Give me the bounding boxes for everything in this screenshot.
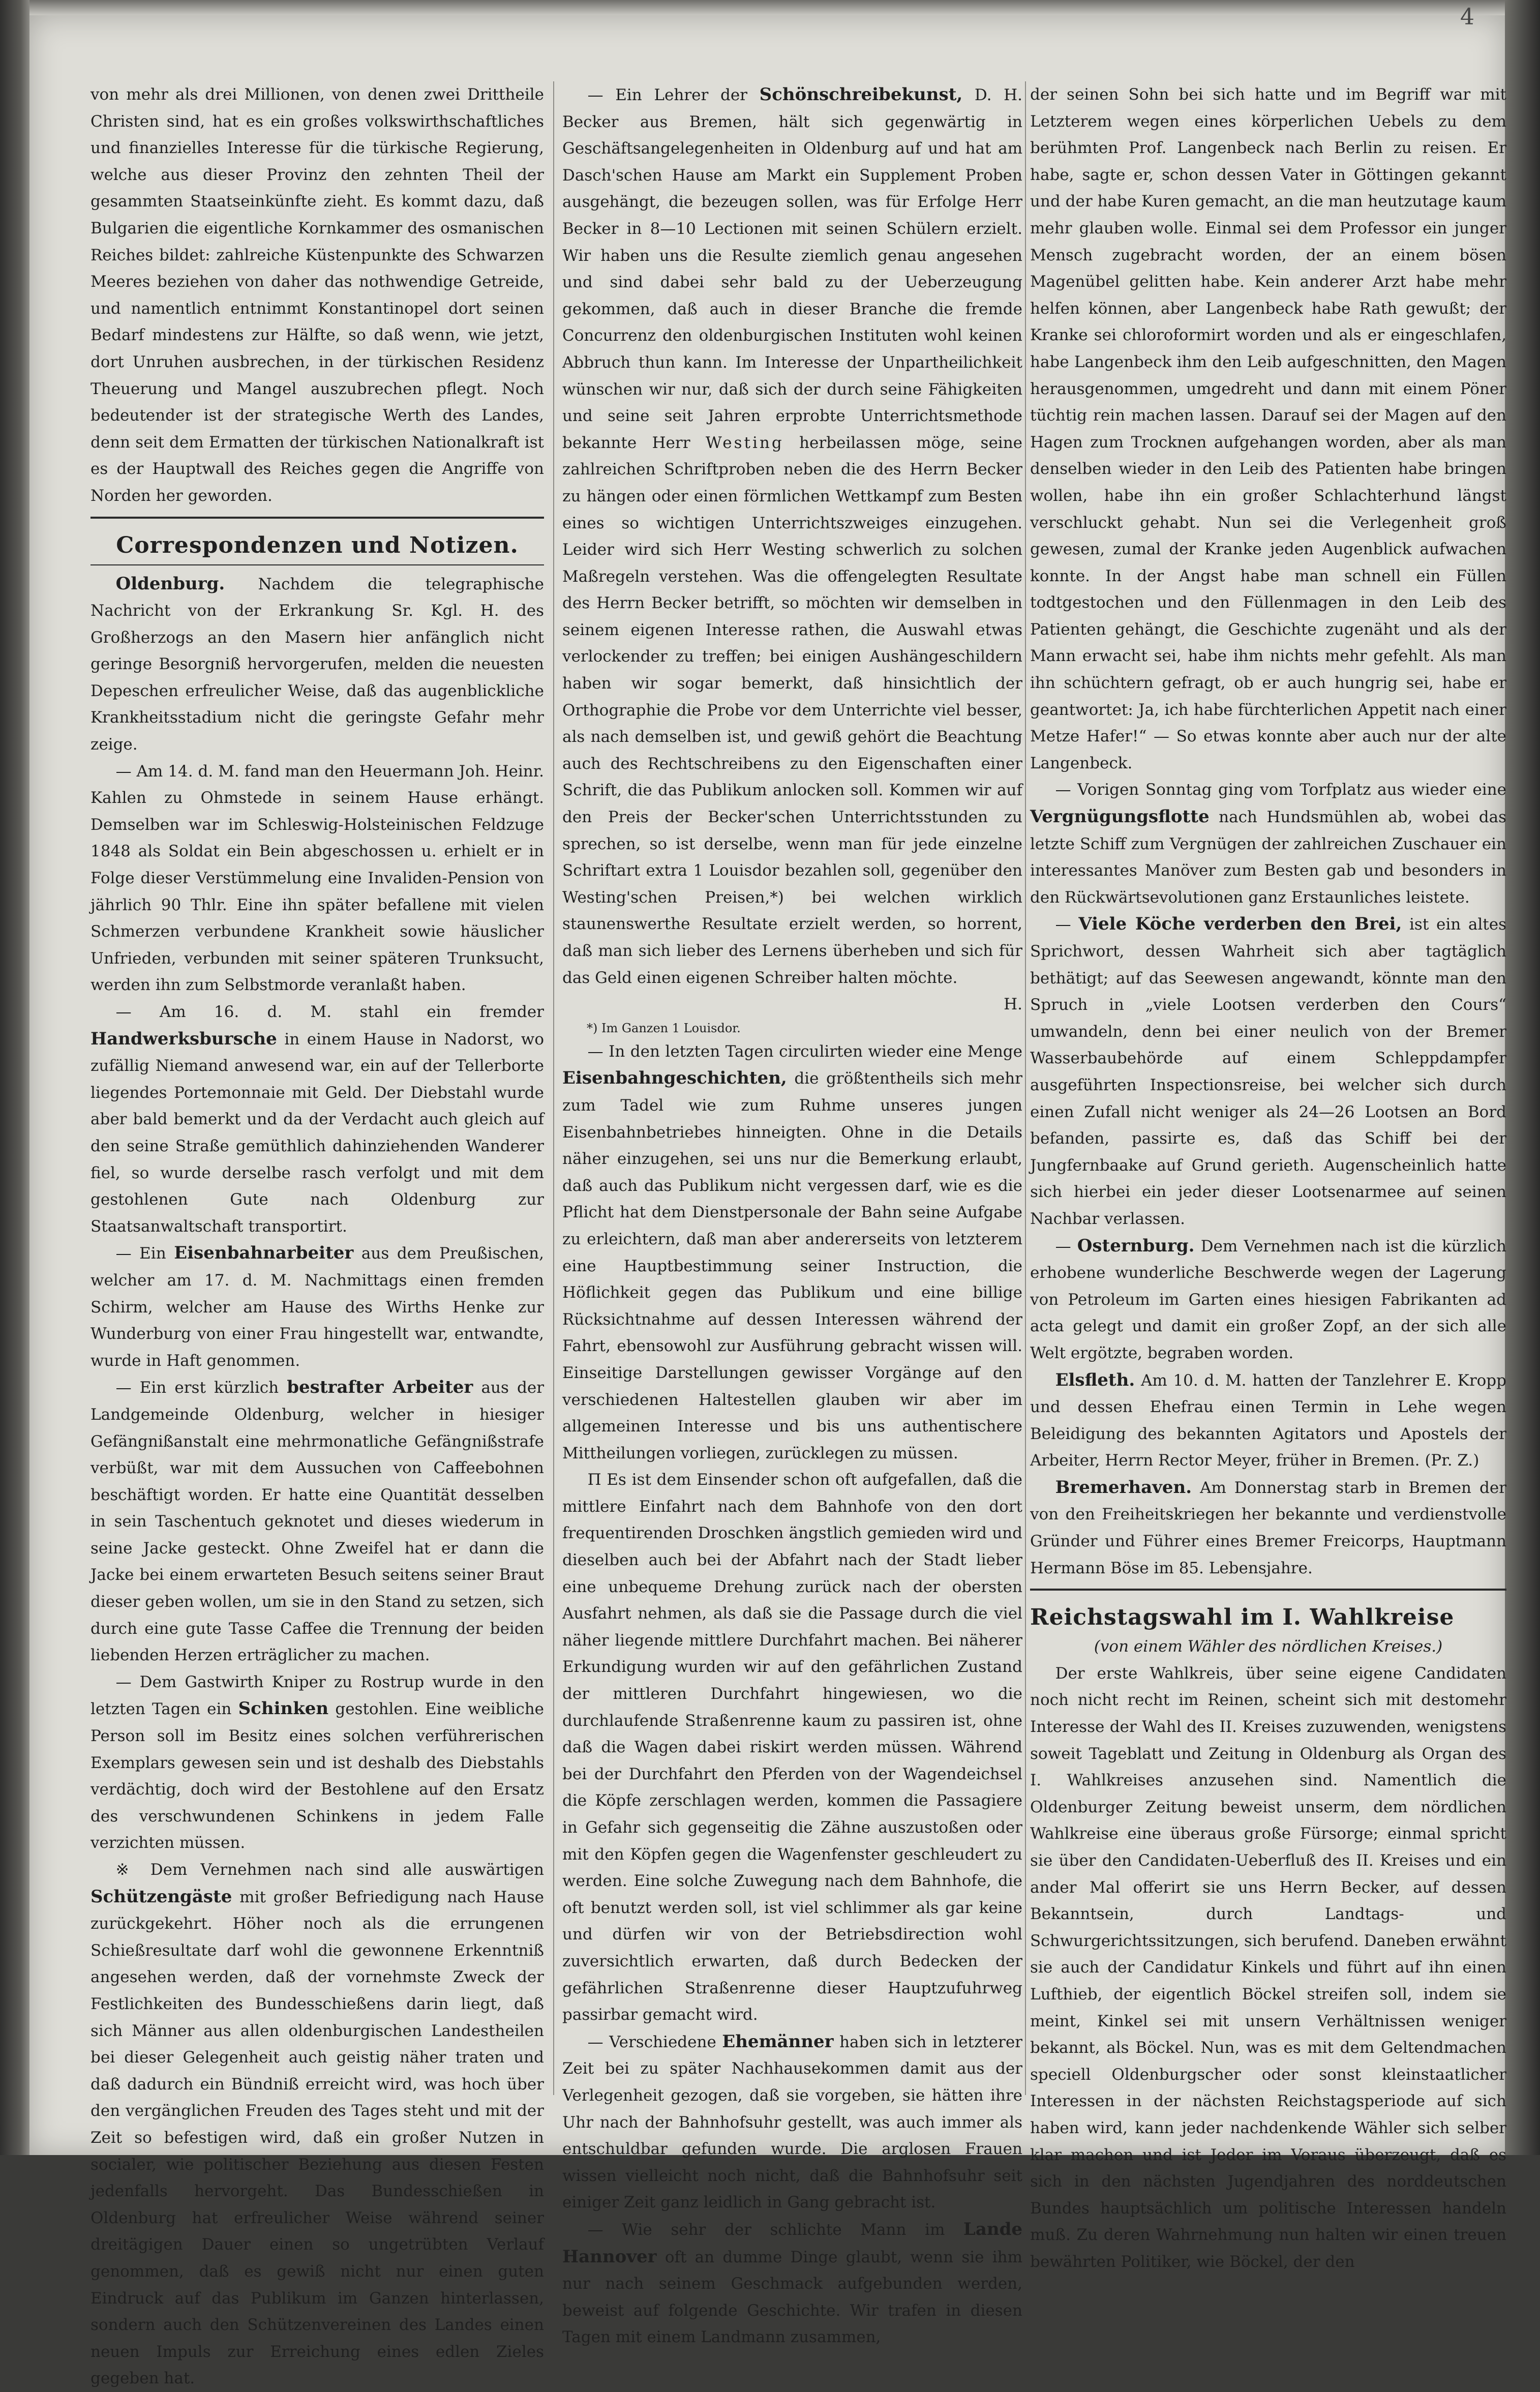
source-note: (Pr. Z.) — [1425, 1451, 1479, 1470]
notice-text: oft an dumme Dinge glaubt, wenn sie ihm nur nach seinem Geschmack aufgebunden werden, beweist auf folgende Geschichte. Wir trafen in diesen Tagen mit einem Landmann zusammen, — [562, 2248, 1023, 2347]
notice-text: Dem Vernehmen nach ist die kürzlich erhobene wunderliche Beschwerde wegen der Lagerung von Petroleum im Garten eines hiesigen Fabrikanten ad acta gelegt und damit ein großer Zopf, an der sich alle Welt ergötzte, begraben worden. — [1030, 1237, 1506, 1362]
keyword: Eisenbahngeschichten, — [562, 1068, 787, 1089]
notice-text: — — [1055, 1237, 1071, 1255]
notice-bremerhaven — [1030, 1474, 1506, 1581]
section-heading-reichstag: Reichstagswahl im I. Wahlkreise — [1030, 1604, 1455, 1631]
article-reichstag-election: Der erste Wahlkreis, über seine eigene Candidaten noch nicht recht im Reinen, scheint sich mit destomehr Interesse der Wahl des II. Kreises zuzuwenden, wenigstens soweit Tageblatt und Zeitung in Oldenburg als Organ des I. Wahlkreises anzusehen sind. Namentlich die Oldenburger Zeitung beweist unserm, dem nördlichen Wahlkreise eine überaus große Fürsorge; einmal spricht sie über den Candidaten-Ueberfluß des II. Kreises und ein ander Mal offerirt sie uns Herrn Becker, auf dessen Bekanntsein, durch Landtags- und Schwurgerichtssitzungen, sich berufend. Daneben erwähnt sie auch der Candidatur Kinkels und führt auf ihn einen Lufthieb, der eigentlich Böckel streifen soll, indem sie meint, Kinkel sei mit unsern Verhältnissen weniger bekannt, als Böckel. Nun, was es mit dem Geltendmachen speciell Oldenburgscher oder sonst kleinstaatlicher Interessen in der nächsten Reichstagsperiode auf sich haben wird, kann jeder nachdenkende Wähler sich selber klar machen und ist Jeder im Voraus überzeugt, daß es sich in den nächsten Jugendjahren des norddeutschen Bundes hauptsächlich um politische Interessen handeln muß. Zu deren Wahrnehmung nun halten wir einen treuen bewährten Politiker, wie Böckel, der den — [1030, 1664, 1506, 2271]
section-rule — [90, 517, 544, 519]
notice-text: in einem Hause in Nadorst, wo zufällig Niemand anwesend war, ein auf der Tellerborte liegendes Portemonnaie mit Geld. Der Diebstahl wurde aber bald bemerkt und da der Verdacht auch gleich auf den seine Straße gemüthlich dahinziehenden Wanderer fiel, so wurde derselbe rasch verfolgt und mit dem gestohlenen Gute nach Oldenburg zur Staatsanwaltschaft transportirt. — [90, 1030, 544, 1236]
notice-text: — Ein Lehrer der — [587, 86, 747, 104]
notice-text: aus der Landgemeinde Oldenburg, welcher in hiesiger Gefängnißanstalt eine mehrmonatliche Gefängnißstrafe verbüßt, war mit dem Aussuchen von Caffeebohnen beschäftigt worden. Er hatte eine Quantität desselben in sein Taschentuch geknotet und dieses wiederum in seine Jacke gesteckt. Ohne Zweifel hat er dann die Jacke bei einem erwarteten Besuch seitens seiner Braut dieser geben wollen, um sie in den Stand zu setzen, sich durch eine gute Tasse Caffee die Trennung der beiden liebenden Herzen erträglicher zu machen. — [90, 1379, 545, 1665]
notice-text: D. H. Becker aus Bremen, hält sich gegenwärtig in Geschäftsangelegenheiten in Oldenburg auf und hat am Dasch'schen Hause am Markt ein Supplement Proben ausgehängt, die bezeugen sollen, was für Erfolge Herr Becker in 8—10 Lectionen mit seinen Schülern erzielt. Wir haben uns die Resulte ziemlich genau angesehen und sind dabei sehr bald zu der Ueberzeugung gekommen, daß auch in dieser Branche die fremde Concurrenz den oldenburgischen Instituten wohl keinen Abbruch thun kann. Im Interesse der Unpartheilichkeit wünschen wir nur, daß sich der durch seine Fähigkeiten und seine seit Jahren erprobte Unterrichtsmethode bekannte Herr — [562, 86, 1022, 452]
notice-text: ist ein altes Sprichwort, dessen Wahrheit sich aber tagtäglich bethätigt; auf das Seewesen angewandt, könnte man den Spruch in „viele Lootsen verderben den Cours“ umwandeln, denn bei einer neulich von der Bremer Wasserbaubehörde auf einem Schleppdampfer ausgeführten Inspectionsreise, bei welcher sich durch einen Zufall nicht weniger als 24—26 Lootsen an Bord befanden, passirte es, daß das Schiff bei der Jungfernbaake auf Grund gerieth. Augenscheinlich hatte sich hierbei ein jeder dieser Lootsenarmee auf seinen Nachbar verlassen. — [1030, 915, 1507, 1228]
notice-text: aus dem Preußischen, welcher am 17. d. M. Nachmittags einen fremden Schirm, welcher am Hause des Wirths Henke zur Wunderburg von einer Frau hingestellt war, entwandte, wurde in Haft genommen. — [90, 1244, 545, 1370]
newspaper-page — [29, 4, 1507, 2388]
notice-pilots — [1030, 911, 1506, 1232]
scan-edge-right — [1505, 0, 1540, 2155]
footnote: *) Im Ganzen 1 Louisdor. — [587, 1021, 741, 1035]
notice-text: — Ein — [115, 1244, 166, 1263]
notice-text: mit großer Befriedigung nach Hause zurückgekehrt. Höher noch als die errungenen Schießresultate darf wohl die gewonnene Erkenntniß angesehen werden, daß der vornehmste Zweck der Festlichkeiten des Bundesschießens darin liegt, daß sich Männer aus allen oldenburgischen Landestheilen bei dieser Gelegenheit auch geistig näher traten und daß dadurch ein Bündniß erreicht wird, was hoch über den vergänglichen Freuden des Tages steht und mit der Zeit so befestigen wird, daß ein großer Nutzen in socialer, wie politischer Beziehung aus diesen Festen jedenfalls hervorgeht. Das Bundesschießen in Oldenburg hat erfreulicher Weise während seiner dreitägigen Dauer einen so ungetrübten Verlauf genommen, daß es gewiß nicht nur einen guten Eindruck auf das Publikum im Ganzen hinterlassen, sondern auch den Schützenvereinen des Landes einen neuen Impuls zur Erreichung eines edlen Zieles gegeben hat. — [90, 1888, 544, 2388]
notice-shooting-guests — [90, 1857, 544, 2392]
notice-text: herbeilassen möge, seine zahlreichen Schriftproben neben die des Herrn Becker zu hängen oder einen förmlichen Wettkampf zum Besten eines so wichtigen Unterrichtszweiges einzugehen. Leider wird sich Herr Westing schwerlich zu solchen Maßregeln verstehen. Was die offengelegten Resultate des Herrn Becker betrifft, so möchten wir demselben in seinem eigenen Interesse rathen, die Auswahl etwas verlockender zu treffen; bei einigen Aushängeschildern haben wir sogar bemerkt, daß hinsichtlich der Orthographie die Probe vor dem Unterrichte viel besser, als nach demselben ist, und gewiß gehört die Beachtung auch des Rechtschreibens zu den Eigenschaften einer Schrift, die das Publikum anlocken soll. Kommen wir auf den Preis der Becker'schen Unterrichtsstunden zu sprechen, so ist derselbe, wenn man für jede einzelne Schriftart extra 1 Louisdor bezahlen soll, gegenüber den Westing'schen Preisen,*) bei welchen wirklich staunenswerthe Resultate erzielt werden, so horrent, daß man sich lieber des Lernens überheben und sich für das Geld einen eigenen Schreiber halten möchte. — [562, 433, 1023, 987]
keyword: Handwerksbursche — [90, 1028, 277, 1049]
keyword: bestrafter Arbeiter — [287, 1377, 473, 1398]
keyword: Vergnügungsflotte — [1030, 806, 1210, 827]
notice-hanover-story-continued: der seinen Sohn bei sich hatte und im Begriff war mit Letzterem wegen eines körperlichen Uebels zu dem berühmten Prof. Langenbeck nach Berlin zu reisen. Er habe, sagte er, schon dessen Vater in Göttingen gekannt und der habe Kuren gemacht, an die man heutzutage kaum mehr glauben wolle. Einmal sei dem Professor ein junger Mensch zugebracht worden, der an einem bösen Magenübel gelitten habe. Kein anderer Arzt habe mehr helfen können, aber Langenbeck habe Rath gewußt; der Kranke sei chloroformirt worden und als er eingeschlafen, habe Langenbeck ihm den Leib aufgeschnitten, den Magen herausgenommen, umgedreht und dann mit einem Pöner tüchtig rein machen lassen. Darauf sei der Magen auf den Hagen zum Trocknen aufgehangen worden, aber als man denselben wieder in den Leib des Patienten habe bringen wollen, habe ihn ein großer Schlachterhund längst verschluckt gehabt. Nun sei die Verlegenheit groß gewesen, zumal der Kranke jeden Augenblick aufwachen konnte. In der Angst habe man schnell ein Füllen todtgestochen und den Füllenmagen in den Leib des Patienten gehängt, die Geschichte zugenäht und als der Mann erwacht sei, habe ihm nichts mehr gefehlt. Als man ihn schüchtern gefragt, ob er auch hungrig sei, habe er geantwortet: Ja, ich habe fürchterlichen Appetit nach einer Metze Hafer!“ — So etwas konnte aber auch nur der alte Langenbeck. — [1030, 85, 1506, 772]
place-oldenburg: Oldenburg. — [115, 573, 225, 594]
notice-osternburg — [1030, 1233, 1506, 1367]
notice-husbands — [562, 2028, 1022, 2216]
notice-text: Am 10. d. M. hatten der Tanzlehrer E. Kropp und dessen Ehefrau einen Termin in Lehe wegen Beleidigung des bekannten Agitators und Apostels der Arbeiter, Herrn Rector Meyer, früher in Bremen. — [1030, 1371, 1506, 1470]
notice-text: — Vorigen Sonntag ging vom Torfplatz aus wieder eine — [1055, 781, 1506, 799]
scan-edge-left — [0, 0, 29, 2155]
notice-suicide: — Am 14. d. M. fand man den Heuermann Joh. Heinr. Kahlen zu Ohmstede in seinem Hause erhängt. Demselben war im Schleswig-Holsteinischen Feldzuge 1848 als Soldat ein Bein abgeschossen u. erhielt er in Folge dieser Verstümmelung eine Invaliden-Pension von jährlich 90 Thlr. Eine ihn später befallene mit vielen Schmerzen verbundene Krankheit sowie häuslicher Unfrieden, verbunden mit seiner späteren Trunksucht, werden ihn zum Selbstmorde veranlaßt haben. — [90, 762, 544, 995]
notice-pleasure-fleet — [1030, 776, 1506, 911]
notice-text: die größtentheils sich mehr zum Tadel wie zum Ruhme unseres jungen Eisenbahnbetriebes hinneigten. Ohne in die Details näher einzugehen, sei uns nur die Bemerkung erlaubt, daß auch das Publikum nicht vergessen darf, wie es die Pflicht hat dem Dienstpersonale der Bahn seine Aufgabe zu erleichtern, daß man aber andererseits von letzterem eine Hauptbestimmung seiner Instruction, die Höflichkeit gegen das Publikum und eine billige Rücksichtnahme auf dessen Interessen während der Fahrt, ebensowohl zur Ausführung gebracht wissen will. Einseitige Darstellungen gewisser Vorgänge auf den verschiedenen Haltestellen glauben wir aber im allgemeinen Interesse und bis uns authentischere Mittheilungen vorliegen, zurücklegen zu müssen. — [562, 1069, 1022, 1462]
notice-railway-stories — [562, 1038, 1022, 1467]
notice-text: haben sich in letzterer Zeit bei zu später Nachhausekommen damit aus der Verlegenheit gezogen, daß sie vorgeben, sie hätten ihre Uhr nach der Bahnhofsuhr gestellt, was auch immer als entschuldbar gefunden wurde. Die arglosen Frauen wissen vielleicht noch nicht, daß die Bahnhofsuhr seit einiger Zeit ganz leidlich in Gang gebracht ist. — [562, 2032, 1023, 2212]
keyword: Schinken — [238, 1698, 329, 1719]
article-bulgaria-continued: von mehr als drei Millionen, von denen zwei Drittheile Christen sind, hat es ein großes volkswirthschaftliches und finanzielles Interesse für die türkische Regierung, welche aus dieser Provinz den zehnten Theil der gesammten Staatseinkünfte zieht. Es kommt dazu, daß Bulgarien die eigentliche Kornkammer des osmanischen Reiches bildet: zahlreiche Küstenpunkte des Schwarzen Meeres beziehen von daher das nothwendige Getreide, und namentlich entnimmt Konstantinopel dort seinen Bedarf mindestens zur Hälfte, so daß wenn, wie jetzt, dort Unruhen ausbrechen, in der türkischen Residenz Theuerung und Mangel auszubrechen pflegt. Noch bedeutender ist der strategische Werth des Landes, denn seit dem Ermatten der türkischen Nationalkraft ist es der Hauptwall des Reiches gegen die Angriffe von Norden her geworden. — [90, 85, 544, 505]
column-rule-1 — [553, 81, 554, 2095]
keyword: Lande Hannover — [562, 2219, 1022, 2267]
notice-oldenburg — [90, 571, 544, 758]
scan-edge-top — [29, 0, 1505, 15]
keyword: Viele Köche verderben den Brei, — [1078, 914, 1402, 935]
section-rule — [1030, 1589, 1506, 1591]
notice-elsfleth — [1030, 1367, 1506, 1474]
notice-text: nach Hundsmühlen ab, wobei das letzte Schiff zum Vergnügen der zahlreichen Zuschauer ein interessantes Manöver zum Besten gab und besonders in den Rückwärtsevolutionen ganz Erstaunliches leistete. — [1030, 808, 1506, 907]
notice-text: gestohlen. Eine weibliche Person soll im Besitz eines solchen verführerischen Exemplars gewesen sein und ist deshalb des Diebstahls verdächtig, doch wird der Bestohlene auf den Ersatz des verschwundenen Schinkens in jedem Falle verzichten müssen. — [90, 1700, 545, 1852]
notice-railway-worker — [90, 1240, 544, 1374]
notice-text: Am Donnerstag starb in Bremen der von den Freiheitskriegen her bekannte und verdienstvolle Gründer und Führer eines Bremer Freicorps, Hauptmann Hermann Böse im 85. Lebensjahre. — [1030, 1478, 1506, 1577]
place-bremerhaven: Bremerhaven. — [1055, 1477, 1192, 1498]
place-elsfleth: Elsfleth. — [1055, 1369, 1135, 1390]
notice-text: — Verschiedene — [587, 2032, 716, 2051]
notice-text: ※ Dem Vernehmen nach sind alle auswärtigen — [115, 1861, 544, 1879]
keyword: Eisenbahnarbeiter — [174, 1243, 354, 1264]
notice-theft-journeyman — [90, 999, 544, 1240]
notice-text: — Dem Gastwirth Kniper zu Rostrup wurde in den letzten Tagen ein — [90, 1672, 544, 1719]
spaced-name: Westing — [705, 433, 784, 452]
section-subheading: (von einem Wähler des nördlichen Kreises.) — [1094, 1637, 1443, 1656]
keyword: Ehemänner — [722, 2031, 834, 2052]
notice-text: — Wie sehr der schlichte Mann im — [587, 2220, 945, 2239]
place-osternburg: Osternburg. — [1077, 1235, 1195, 1256]
notice-text: — — [1055, 915, 1071, 934]
notice-ham-theft — [90, 1669, 544, 1857]
notice-station-entrance: Π Es ist dem Einsender schon oft aufgefallen, daß die mittlere Einfahrt nach dem Bahnhofe von den dort frequentirenden Droschken ängstlich gemieden wird und dieselben auch bei der Abfahrt nach der Stadt lieber eine unbequeme Drehung zurück nach der obersten Ausfahrt nehmen, als daß sie die Passage durch die viel näher liegende mittlere Durchfahrt machen. Bei näherer Erkundigung wurden wir auf den gefährlichen Zustand der mittleren Durchfahrt hingewiesen, wo die durchlaufende Straßenrenne kaum zu passiren ist, ohne daß die Wagen dabei riskirt werden müssen. Während bei der Durchfahrt den Pferden von der Wagendeichsel die Köpfe zerschlagen werden, kommen die Passagiere in Gefahr sich gegenseitig die Zähne auszustoßen oder mit den Köpfen gegen die Wagenfenster geschleudert zu werden. Eine solche Zuwegung nach dem Bahnhofe, die oft benutzt werden soll, ist viel schlimmer als gar keine und dürfen wir von der Betriebsdirection wohl zuversichtlich erwarten, daß durch Bedecken der gefährlichen Straßenrenne dieser Hauptzufuhrweg passirbar gemacht wird. — [562, 1471, 1022, 2024]
notice-text: Nachdem die telegraphische Nachricht von der Erkrankung Sr. Kgl. H. des Großherzogs an den Masern hier anfänglich nicht geringe Besorgniß hervorgerufen, melden die neuesten Depeschen erfreulicher Weise, daß das augenblickliche Krankheitsstadium nicht die geringste Gefahr mehr zeige. — [90, 575, 544, 754]
notice-text: — In den letzten Tagen circulirten wieder eine Menge — [587, 1042, 1022, 1061]
column-3 — [1030, 81, 1507, 2271]
notice-calligraphy — [562, 81, 1022, 991]
signature: H. — [1004, 995, 1022, 1014]
notice-punished-worker — [90, 1374, 544, 1669]
column-1 — [90, 81, 545, 2388]
keyword: Schönschreibekunst, — [759, 84, 963, 105]
keyword: Schützengäste — [90, 1886, 232, 1907]
page-number: 4 — [1460, 4, 1474, 30]
section-heading-correspondence: Correspondenzen und Notizen. — [116, 532, 519, 558]
notice-text: — Am 16. d. M. stahl ein fremder — [115, 1003, 544, 1021]
column-2 — [562, 81, 1023, 2347]
notice-hanover-story — [562, 2216, 1022, 2351]
notice-text: — Ein erst kürzlich — [115, 1379, 279, 1397]
column-rule-2 — [1025, 81, 1026, 2095]
section-rule-thin — [90, 564, 544, 565]
